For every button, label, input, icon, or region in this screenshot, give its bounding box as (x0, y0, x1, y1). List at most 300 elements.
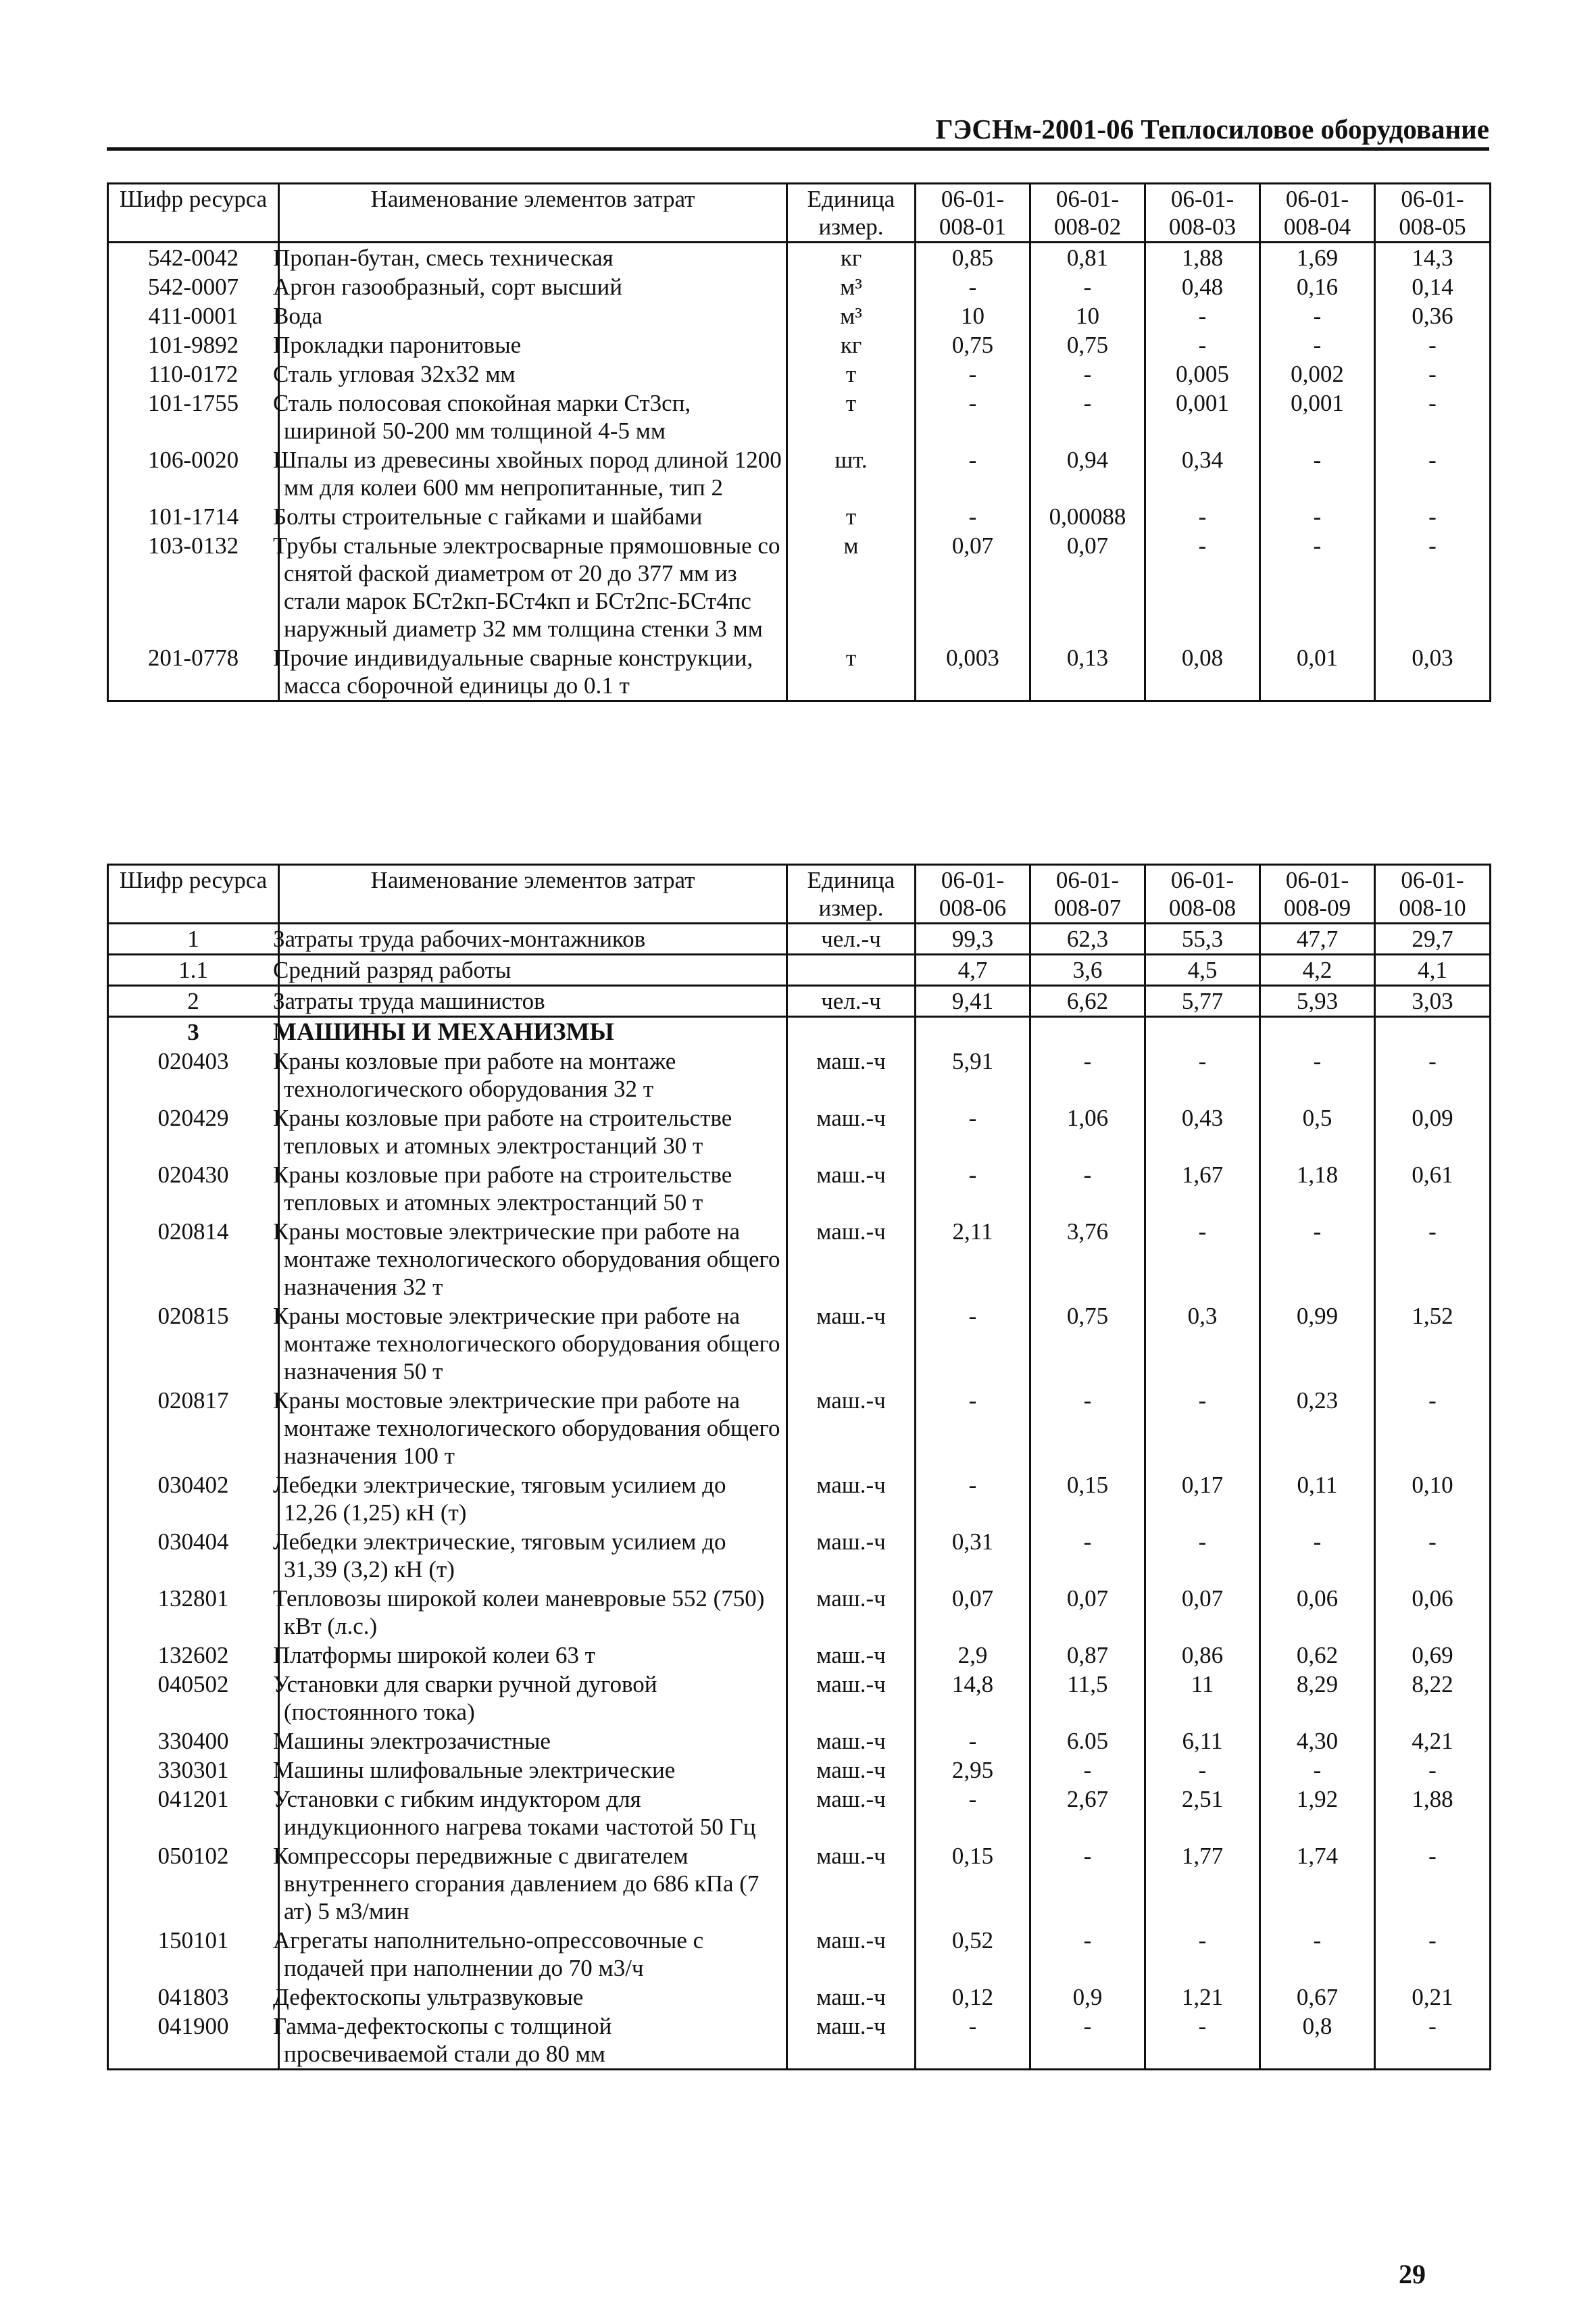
table-row (108, 1017, 1491, 1047)
value-cell (1145, 1017, 1260, 1047)
value-cell: - (1030, 272, 1145, 301)
resource-code-cell: 041201 (108, 1785, 279, 1841)
value-cell: - (1030, 359, 1145, 389)
value-cell: 0,81 (1030, 243, 1145, 273)
value-cell: - (1260, 1217, 1375, 1301)
value-cell: 4,1 (1375, 955, 1491, 986)
value-cell: 0,13 (1030, 643, 1145, 701)
unit-cell: чел.-ч (787, 986, 916, 1017)
resource-code-cell: 050102 (108, 1841, 279, 1926)
resource-code-cell: 030402 (108, 1470, 279, 1527)
value-cell: - (1375, 502, 1491, 531)
cost-element-name-cell: Дефектоскопы ультразвуковые (279, 1983, 787, 2012)
table-row (108, 1641, 1491, 1670)
value-cell: 0,07 (1145, 1584, 1260, 1641)
value-cell: 55,3 (1145, 924, 1260, 955)
table-row (108, 1301, 1491, 1386)
value-cell: 0,10 (1375, 1470, 1491, 1527)
value-cell: - (1260, 330, 1375, 359)
unit-cell: маш.-ч (787, 1217, 916, 1301)
unit-cell: маш.-ч (787, 2012, 916, 2070)
value-cell: 0,15 (916, 1841, 1030, 1926)
value-cell: - (1375, 2012, 1491, 2070)
unit-cell: маш.-ч (787, 1470, 916, 1527)
value-cell: 0,94 (1030, 445, 1145, 502)
labor-machines-table-body (108, 924, 1491, 2070)
value-cell: - (1375, 389, 1491, 445)
unit-cell: кг (787, 243, 916, 273)
value-cell: 2,51 (1145, 1785, 1260, 1841)
value-cell: - (1260, 1926, 1375, 1983)
header-col: 06-01-008-05 (1375, 184, 1491, 243)
value-cell: 3,6 (1030, 955, 1145, 986)
value-cell: - (1030, 1160, 1145, 1217)
cost-element-name-cell: Лебедки электрические, тяговым усилием до 31,39 (3,2) кН (т) (279, 1527, 787, 1584)
resource-code-cell: 040502 (108, 1670, 279, 1726)
value-cell: 1,88 (1145, 243, 1260, 273)
value-cell: - (916, 1785, 1030, 1841)
value-cell: - (916, 272, 1030, 301)
value-cell: 0,06 (1260, 1584, 1375, 1641)
value-cell: - (916, 1726, 1030, 1756)
cost-element-name-cell: Платформы широкой колеи 63 т (279, 1641, 787, 1670)
value-cell: 0,002 (1260, 359, 1375, 389)
value-cell: 8,22 (1375, 1670, 1491, 1726)
value-cell: 0,14 (1375, 272, 1491, 301)
unit-cell: шт. (787, 445, 916, 502)
value-cell: 62,3 (1030, 924, 1145, 955)
value-cell: 11 (1145, 1670, 1260, 1726)
cost-element-name-cell: Агрегаты наполнительно-опрессовочные с подачей при наполнении до 70 м3/ч (279, 1926, 787, 1983)
value-cell: - (1375, 359, 1491, 389)
value-cell: 1,52 (1375, 1301, 1491, 1386)
value-cell: - (1145, 1527, 1260, 1584)
value-cell: 1,06 (1030, 1103, 1145, 1160)
cost-element-name-cell: Краны мостовые электрические при работе на монтаже технологического оборудования общего назначения 100 т (279, 1386, 787, 1470)
resource-code-cell: 103-0132 (108, 531, 279, 643)
cost-element-name-cell: Гамма-дефектоскопы с толщиной просвечиваемой стали до 80 мм (279, 2012, 787, 2070)
header-col: 06-01-008-07 (1030, 865, 1145, 924)
cost-element-name-cell: Затраты труда рабочих-монтажников (279, 924, 787, 955)
value-cell: - (1375, 1756, 1491, 1785)
value-cell: 0,69 (1375, 1641, 1491, 1670)
table-row (108, 1926, 1491, 1983)
unit-cell: т (787, 359, 916, 389)
header-name: Наименование элементов затрат (279, 865, 787, 924)
value-cell: - (1030, 389, 1145, 445)
unit-cell: маш.-ч (787, 1983, 916, 2012)
value-cell: 4,30 (1260, 1726, 1375, 1756)
value-cell: 1,18 (1260, 1160, 1375, 1217)
value-cell: 14,8 (916, 1670, 1030, 1726)
table-row (108, 502, 1491, 531)
table-row (108, 330, 1491, 359)
value-cell (1260, 1017, 1375, 1047)
table-row (108, 1103, 1491, 1160)
table-row (108, 955, 1491, 986)
cost-element-name-cell: Установки с гибким индуктором для индукционного нагрева токами частотой 50 Гц (279, 1785, 787, 1841)
value-cell: - (916, 445, 1030, 502)
unit-cell: маш.-ч (787, 1584, 916, 1641)
value-cell: - (916, 1103, 1030, 1160)
value-cell: 0,9 (1030, 1983, 1145, 2012)
value-cell: 2,95 (916, 1756, 1030, 1785)
value-cell: 1,21 (1145, 1983, 1260, 2012)
value-cell: 9,41 (916, 986, 1030, 1017)
value-cell: - (916, 1470, 1030, 1527)
value-cell: - (1145, 1756, 1260, 1785)
cost-element-name-cell: Средний разряд работы (279, 955, 787, 986)
resource-code-cell: 132602 (108, 1641, 279, 1670)
unit-cell: т (787, 643, 916, 701)
value-cell: - (1375, 445, 1491, 502)
cost-element-name-cell: Тепловозы широкой колеи маневровые 552 (750) кВт (л.с.) (279, 1584, 787, 1641)
unit-cell: чел.-ч (787, 924, 916, 955)
header-col: 06-01-008-02 (1030, 184, 1145, 243)
value-cell: 4,2 (1260, 955, 1375, 986)
resource-code-cell: 132801 (108, 1584, 279, 1641)
resource-code-cell: 2 (108, 986, 279, 1017)
value-cell: 1,92 (1260, 1785, 1375, 1841)
value-cell: 4,21 (1375, 1726, 1491, 1756)
value-cell: - (916, 1301, 1030, 1386)
header-name: Наименование элементов затрат (279, 184, 787, 243)
value-cell: 0,5 (1260, 1103, 1375, 1160)
value-cell: - (1375, 330, 1491, 359)
table-row (108, 1386, 1491, 1470)
value-cell: 0,52 (916, 1926, 1030, 1983)
value-cell: 6,11 (1145, 1726, 1260, 1756)
resource-code-cell: 201-0778 (108, 643, 279, 701)
unit-cell: маш.-ч (787, 1785, 916, 1841)
table-row (108, 1217, 1491, 1301)
value-cell: 0,8 (1260, 2012, 1375, 2070)
cost-element-name-cell: МАШИНЫ И МЕХАНИЗМЫ (279, 1017, 787, 1047)
header-col: 06-01-008-04 (1260, 184, 1375, 243)
resource-code-cell: 542-0042 (108, 243, 279, 273)
value-cell: - (1260, 445, 1375, 502)
value-cell: - (916, 1386, 1030, 1470)
table-row (108, 924, 1491, 955)
value-cell: 4,7 (916, 955, 1030, 986)
value-cell: 1,88 (1375, 1785, 1491, 1841)
value-cell: 0,17 (1145, 1470, 1260, 1527)
value-cell: - (1375, 1527, 1491, 1584)
value-cell: - (1145, 330, 1260, 359)
cost-element-name-cell: Краны мостовые электрические при работе на монтаже технологического оборудования общего назначения 50 т (279, 1301, 787, 1386)
table-row (108, 301, 1491, 330)
resource-code-cell: 030404 (108, 1527, 279, 1584)
header-col: 06-01-008-03 (1145, 184, 1260, 243)
table-row (108, 643, 1491, 701)
value-cell: 0,75 (916, 330, 1030, 359)
value-cell: 5,93 (1260, 986, 1375, 1017)
value-cell: - (1030, 1926, 1145, 1983)
cost-element-name-cell: Аргон газообразный, сорт высший (279, 272, 787, 301)
value-cell: - (1375, 1841, 1491, 1926)
value-cell: - (1375, 1926, 1491, 1983)
unit-cell: маш.-ч (787, 1841, 916, 1926)
value-cell: 0,87 (1030, 1641, 1145, 1670)
resource-code-cell: 330400 (108, 1726, 279, 1756)
unit-cell (787, 1017, 916, 1047)
value-cell: 0,003 (916, 643, 1030, 701)
value-cell: - (1145, 1047, 1260, 1103)
cost-element-name-cell: Машины электрозачистные (279, 1726, 787, 1756)
table-row (108, 1756, 1491, 1785)
value-cell: - (1375, 531, 1491, 643)
value-cell: 0,01 (1260, 643, 1375, 701)
value-cell: 2,11 (916, 1217, 1030, 1301)
value-cell: 1,74 (1260, 1841, 1375, 1926)
value-cell: 0,3 (1145, 1301, 1260, 1386)
value-cell: 0,67 (1260, 1983, 1375, 2012)
table-row (108, 389, 1491, 445)
table-row (108, 445, 1491, 502)
resource-code-cell: 3 (108, 1017, 279, 1047)
value-cell: 1,67 (1145, 1160, 1260, 1217)
cost-element-name-cell: Трубы стальные электросварные прямошовные со снятой фаской диаметром от 20 до 377 мм из стали марок БСт2кп-БСт4кп и БСт2пс-БСт4пс наружный диаметр 32 мм толщина стенки 3 мм (279, 531, 787, 643)
cost-element-name-cell: Установки для сварки ручной дуговой (постоянного тока) (279, 1670, 787, 1726)
value-cell: 47,7 (1260, 924, 1375, 955)
resource-code-cell: 020403 (108, 1047, 279, 1103)
resource-code-cell: 150101 (108, 1926, 279, 1983)
table-row (108, 1470, 1491, 1527)
value-cell: 0,23 (1260, 1386, 1375, 1470)
value-cell: 0,16 (1260, 272, 1375, 301)
value-cell: 99,3 (916, 924, 1030, 955)
value-cell: 6.05 (1030, 1726, 1145, 1756)
value-cell: - (1260, 1756, 1375, 1785)
value-cell: 14,3 (1375, 243, 1491, 273)
unit-cell: маш.-ч (787, 1756, 916, 1785)
header-unit: Единица измер. (787, 865, 916, 924)
value-cell: 8,29 (1260, 1670, 1375, 1726)
unit-cell: т (787, 502, 916, 531)
value-cell: - (1030, 2012, 1145, 2070)
cost-element-name-cell: Шпалы из древесины хвойных пород длиной 1200 мм для колеи 600 мм непропитанные, тип 2 (279, 445, 787, 502)
table-row (108, 1841, 1491, 1926)
resource-code-cell: 020430 (108, 1160, 279, 1217)
cost-element-name-cell: Краны мостовые электрические при работе на монтаже технологического оборудования общего назначения 32 т (279, 1217, 787, 1301)
value-cell: 0,06 (1375, 1584, 1491, 1641)
cost-element-name-cell: Прочие индивидуальные сварные конструкции, масса сборочной единицы до 0.1 т (279, 643, 787, 701)
unit-cell: м³ (787, 272, 916, 301)
value-cell: 0,75 (1030, 330, 1145, 359)
header-col: 06-01-008-08 (1145, 865, 1260, 924)
value-cell: 5,91 (916, 1047, 1030, 1103)
unit-cell: маш.-ч (787, 1726, 916, 1756)
unit-cell: кг (787, 330, 916, 359)
value-cell: - (1375, 1386, 1491, 1470)
value-cell (1375, 1017, 1491, 1047)
cost-element-name-cell: Сталь угловая 32x32 мм (279, 359, 787, 389)
value-cell: - (1030, 1841, 1145, 1926)
value-cell: - (916, 359, 1030, 389)
value-cell: 0,86 (1145, 1641, 1260, 1670)
cost-element-name-cell: Лебедки электрические, тяговым усилием до 12,26 (1,25) кН (т) (279, 1470, 787, 1527)
page-header-title: ГЭСНм-2001-06 Теплосиловое оборудование (935, 114, 1489, 145)
value-cell: 0,07 (1030, 1584, 1145, 1641)
value-cell: - (1260, 301, 1375, 330)
value-cell: 0,03 (1375, 643, 1491, 701)
value-cell: - (916, 2012, 1030, 2070)
unit-cell: маш.-ч (787, 1047, 916, 1103)
value-cell: - (1145, 1386, 1260, 1470)
unit-cell: м³ (787, 301, 916, 330)
header-code: Шифр ресурса (108, 184, 279, 243)
value-cell: - (1030, 1386, 1145, 1470)
value-cell: - (1030, 1527, 1145, 1584)
value-cell: 0,07 (1030, 531, 1145, 643)
value-cell: 0,61 (1375, 1160, 1491, 1217)
value-cell: 10 (916, 301, 1030, 330)
resource-code-cell: 020429 (108, 1103, 279, 1160)
table-row (108, 243, 1491, 273)
resource-code-cell: 020815 (108, 1301, 279, 1386)
value-cell: 0,07 (916, 1584, 1030, 1641)
value-cell: 2,9 (916, 1641, 1030, 1670)
value-cell: 1,69 (1260, 243, 1375, 273)
value-cell: - (916, 1160, 1030, 1217)
table-row (108, 272, 1491, 301)
value-cell: 29,7 (1375, 924, 1491, 955)
value-cell (916, 1017, 1030, 1047)
table-row (108, 1527, 1491, 1584)
value-cell: 0,12 (916, 1983, 1030, 2012)
table-row (108, 1584, 1491, 1641)
table-row (108, 1160, 1491, 1217)
header-rule (107, 147, 1489, 151)
cost-element-name-cell: Машины шлифовальные электрические (279, 1756, 787, 1785)
unit-cell: м (787, 531, 916, 643)
table-header-row (108, 184, 1491, 243)
table-row (108, 359, 1491, 389)
cost-element-name-cell: Краны козловые при работе на монтаже технологического оборудования 32 т (279, 1047, 787, 1103)
unit-cell: маш.-ч (787, 1641, 916, 1670)
table-row (108, 1670, 1491, 1726)
cost-element-name-cell: Краны козловые при работе на строительстве тепловых и атомных электростанций 50 т (279, 1160, 787, 1217)
materials-table-body (108, 243, 1491, 701)
value-cell: 0,15 (1030, 1470, 1145, 1527)
value-cell: - (1145, 1926, 1260, 1983)
value-cell: 5,77 (1145, 986, 1260, 1017)
resource-code-cell: 1 (108, 924, 279, 955)
value-cell: - (1145, 531, 1260, 643)
value-cell (1030, 1017, 1145, 1047)
value-cell: - (1375, 1217, 1491, 1301)
value-cell: 0,08 (1145, 643, 1260, 701)
unit-cell (787, 955, 916, 986)
resource-code-cell: 020817 (108, 1386, 279, 1470)
cost-element-name-cell: Сталь полосовая спокойная марки Ст3сп, шириной 50-200 мм толщиной 4-5 мм (279, 389, 787, 445)
value-cell: 0,36 (1375, 301, 1491, 330)
value-cell: 0,31 (916, 1527, 1030, 1584)
unit-cell: маш.-ч (787, 1301, 916, 1386)
value-cell: 10 (1030, 301, 1145, 330)
value-cell: 0,001 (1260, 389, 1375, 445)
unit-cell: маш.-ч (787, 1160, 916, 1217)
unit-cell: маш.-ч (787, 1527, 916, 1584)
value-cell: 0,85 (916, 243, 1030, 273)
resource-code-cell: 020814 (108, 1217, 279, 1301)
unit-cell: маш.-ч (787, 1926, 916, 1983)
table-row (108, 986, 1491, 1017)
resource-code-cell: 041803 (108, 1983, 279, 2012)
cost-element-name-cell: Пропан-бутан, смесь техническая (279, 243, 787, 273)
value-cell: 0,34 (1145, 445, 1260, 502)
table-row (108, 531, 1491, 643)
value-cell: - (1145, 502, 1260, 531)
value-cell: 3,76 (1030, 1217, 1145, 1301)
table-row (108, 1726, 1491, 1756)
cost-element-name-cell: Болты строительные с гайками и шайбами (279, 502, 787, 531)
resource-code-cell: 101-9892 (108, 330, 279, 359)
page-number: 29 (1399, 2259, 1426, 2289)
labor-machines-table (107, 864, 1491, 2070)
resource-code-cell: 101-1714 (108, 502, 279, 531)
resource-code-cell: 1.1 (108, 955, 279, 986)
value-cell: 4,5 (1145, 955, 1260, 986)
value-cell: - (1145, 2012, 1260, 2070)
value-cell: 0,75 (1030, 1301, 1145, 1386)
table-header-row (108, 865, 1491, 924)
value-cell: 2,67 (1030, 1785, 1145, 1841)
header-col: 06-01-008-01 (916, 184, 1030, 243)
unit-cell: т (787, 389, 916, 445)
unit-cell: маш.-ч (787, 1103, 916, 1160)
resource-code-cell: 542-0007 (108, 272, 279, 301)
value-cell: - (1260, 531, 1375, 643)
unit-cell: маш.-ч (787, 1670, 916, 1726)
value-cell: 0,09 (1375, 1103, 1491, 1160)
table-row (108, 1983, 1491, 2012)
value-cell: - (1030, 1047, 1145, 1103)
cost-element-name-cell: Затраты труда машинистов (279, 986, 787, 1017)
header-col: 06-01-008-10 (1375, 865, 1491, 924)
value-cell: 0,07 (916, 531, 1030, 643)
table-row (108, 1785, 1491, 1841)
value-cell: - (1260, 1047, 1375, 1103)
table-row (108, 2012, 1491, 2070)
resource-code-cell: 101-1755 (108, 389, 279, 445)
value-cell: - (1260, 1527, 1375, 1584)
cost-element-name-cell: Краны козловые при работе на строительстве тепловых и атомных электростанций 30 т (279, 1103, 787, 1160)
value-cell: 0,43 (1145, 1103, 1260, 1160)
value-cell: 0,48 (1145, 272, 1260, 301)
value-cell: - (916, 389, 1030, 445)
value-cell: 11,5 (1030, 1670, 1145, 1726)
resource-code-cell: 330301 (108, 1756, 279, 1785)
value-cell: 6,62 (1030, 986, 1145, 1017)
value-cell: - (1260, 502, 1375, 531)
unit-cell: маш.-ч (787, 1386, 916, 1470)
resource-code-cell: 110-0172 (108, 359, 279, 389)
value-cell: - (1375, 1047, 1491, 1103)
header-col: 06-01-008-09 (1260, 865, 1375, 924)
value-cell: - (1145, 1217, 1260, 1301)
value-cell: - (1030, 1756, 1145, 1785)
value-cell: 0,001 (1145, 389, 1260, 445)
header-code: Шифр ресурса (108, 865, 279, 924)
value-cell: 0,00088 (1030, 502, 1145, 531)
value-cell: 0,99 (1260, 1301, 1375, 1386)
resource-code-cell: 041900 (108, 2012, 279, 2070)
cost-element-name-cell: Прокладки паронитовые (279, 330, 787, 359)
value-cell: 3,03 (1375, 986, 1491, 1017)
value-cell: 1,77 (1145, 1841, 1260, 1926)
cost-element-name-cell: Компрессоры передвижные с двигателем внутреннего сгорания давлением до 686 кПа (7 ат) 5 м3/мин (279, 1841, 787, 1926)
